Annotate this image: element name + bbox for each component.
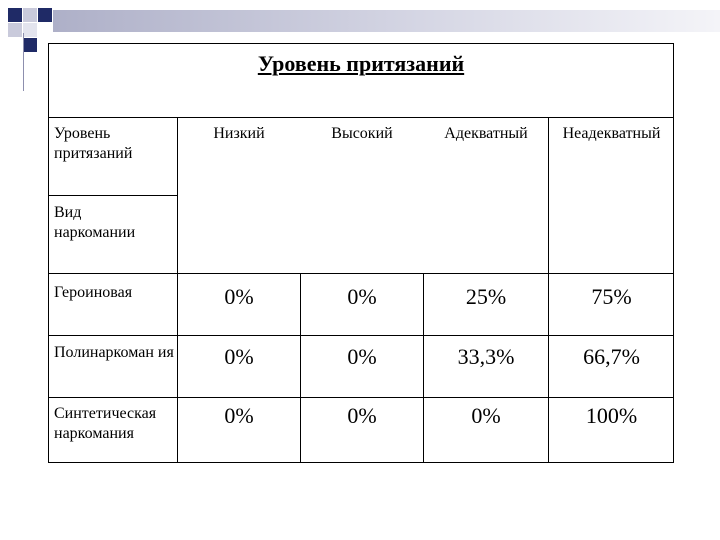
decor-top-bar — [53, 10, 720, 32]
decor-square-grey-1 — [23, 8, 37, 22]
table-frame — [48, 43, 674, 463]
rule-below-row-2 — [48, 397, 674, 398]
cell-polydrug-inadequate: 66,7% — [583, 344, 640, 369]
table-title: Уровень притязаний — [257, 51, 465, 76]
row-label-heroin: Героиновая — [54, 284, 133, 301]
cell-polydrug-low: 0% — [224, 344, 254, 369]
decor-square-navy-3 — [23, 38, 37, 52]
cell-heroin-low: 0% — [224, 284, 254, 309]
row-label-synthetic: Синтетическая наркомания — [54, 405, 157, 442]
decor-square-light — [23, 23, 37, 37]
cell-heroin-adequate: 25% — [465, 284, 507, 309]
cell-heroin-high: 0% — [347, 284, 377, 309]
column-header-inadequate: Неадекватный — [562, 125, 661, 142]
column-header-high: Высокий — [331, 125, 393, 142]
column-header-low: Низкий — [213, 125, 265, 142]
row-label-polydrug: Полинаркоман ия — [54, 344, 174, 361]
decor-vertical-line — [23, 33, 24, 91]
decor-square-navy-1 — [8, 8, 22, 22]
rule-below-row-1 — [48, 335, 674, 336]
cell-polydrug-adequate: 33,3% — [457, 344, 515, 369]
cell-synthetic-inadequate: 100% — [585, 403, 638, 428]
rule-below-header — [48, 273, 674, 274]
cell-polydrug-high: 0% — [347, 344, 377, 369]
cell-synthetic-low: 0% — [224, 403, 254, 428]
corner-header-top: Уровень притязаний — [54, 125, 133, 162]
rule-below-title — [48, 117, 674, 118]
column-header-adequate: Адекватный — [444, 125, 528, 142]
cell-synthetic-adequate: 0% — [471, 403, 501, 428]
rule-below-corner-top — [48, 195, 178, 196]
decor-square-grey-2 — [8, 23, 22, 37]
cell-synthetic-high: 0% — [347, 403, 377, 428]
cell-heroin-inadequate: 75% — [591, 284, 632, 309]
corner-header-bottom: Вид наркомании — [54, 204, 136, 241]
decor-square-navy-2 — [38, 8, 52, 22]
